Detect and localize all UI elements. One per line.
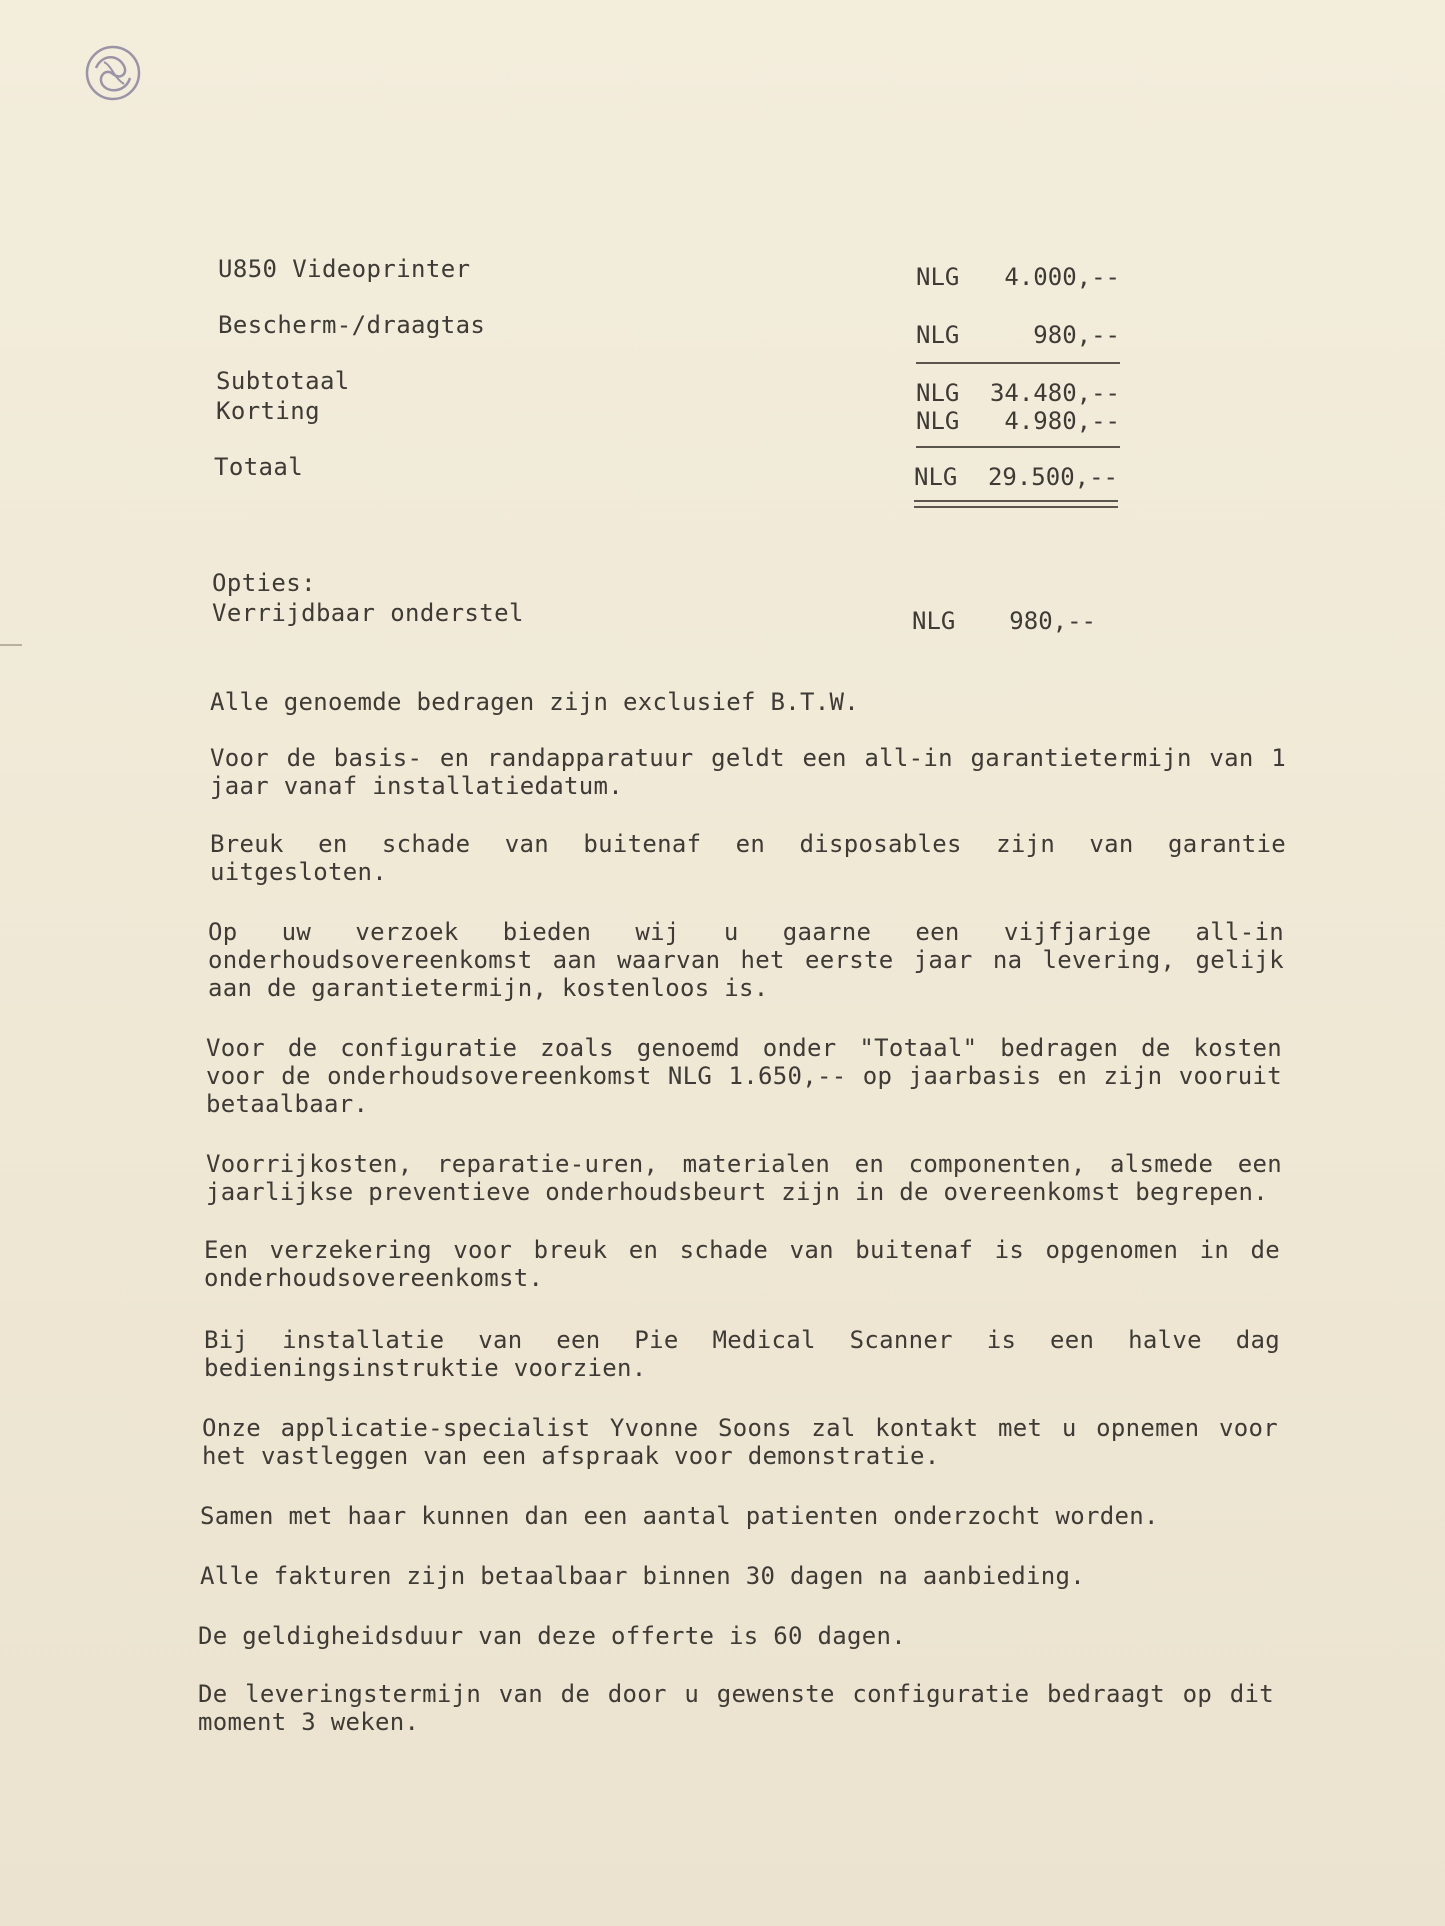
- value: 4.980,--: [1004, 407, 1120, 435]
- paragraph: Voorrijkosten, reparatie-uren, materialen en componenten, alsmede een jaarlijkse preventieve onderhoudsbeurt zijn in de overeenkomst begrepen.: [206, 1150, 1282, 1206]
- value: 980,--: [1033, 321, 1120, 349]
- total-amount: [914, 462, 1118, 492]
- margin-mark: [0, 644, 22, 646]
- paragraph: Alle fakturen zijn betaalbaar binnen 30 dagen na aanbieding.: [200, 1562, 1085, 1590]
- item-label: Bescherm-/draagtas: [218, 311, 486, 339]
- value: 980,--: [1009, 607, 1096, 635]
- total-double-rule: [914, 500, 1118, 502]
- currency: NLG: [916, 321, 960, 349]
- paragraph: Breuk en schade van buitenaf en disposables zijn van garantie uitgesloten.: [210, 830, 1286, 886]
- discount-amount: [916, 406, 1120, 436]
- options-heading: Opties:: [212, 569, 316, 597]
- paragraph: Alle genoemde bedragen zijn exclusief B.T.W.: [210, 688, 859, 716]
- paragraph: De leveringstermijn van de door u gewenste configuratie bedraagt op dit moment 3 weken.: [198, 1680, 1274, 1736]
- paragraph: Voor de basis- en randapparatuur geldt een all-in garantietermijn van 1 jaar vanaf installatiedatum.: [210, 744, 1286, 800]
- value: 4.000,--: [1004, 263, 1120, 291]
- total-rule: [916, 446, 1120, 448]
- discount-label: Korting: [216, 397, 320, 425]
- item-amount: [916, 320, 1120, 350]
- paragraph: Bij installatie van een Pie Medical Scanner is een halve dag bedieningsinstruktie voorzien.: [204, 1326, 1280, 1382]
- paragraph: Samen met haar kunnen dan een aantal patienten onderzocht worden.: [200, 1502, 1159, 1530]
- subtotal-rule: [916, 362, 1120, 364]
- option-label: Verrijdbaar onderstel: [212, 599, 524, 627]
- subtotal-amount: [916, 378, 1120, 408]
- item-label: U850 Videoprinter: [218, 255, 471, 283]
- currency: NLG: [916, 263, 960, 291]
- total-label: Totaal: [214, 453, 304, 481]
- item-amount: [916, 262, 1120, 292]
- currency: NLG: [914, 463, 958, 491]
- paragraph: Op uw verzoek bieden wij u gaarne een vijfjarige all-in onderhoudsovereenkomst aan waarvan het eerste jaar na levering, gelijk aan de garantietermijn, kostenloos is.: [208, 918, 1284, 1002]
- paragraph: De geldigheidsduur van deze offerte is 60 dagen.: [198, 1622, 906, 1650]
- paragraph: Een verzekering voor breuk en schade van buitenaf is opgenomen in de onderhoudsovereenkomst.: [204, 1236, 1280, 1292]
- paragraph: Voor de configuratie zoals genoemd onder "Totaal" bedragen de kosten voor de onderhoudsovereenkomst NLG 1.650,-- op jaarbasis en zijn vooruit betaalbaar.: [206, 1034, 1282, 1118]
- value: 34.480,--: [989, 379, 1120, 407]
- paragraph: Onze applicatie-specialist Yvonne Soons zal kontakt met u opnemen voor het vastleggen van een afspraak voor demonstratie.: [202, 1414, 1278, 1470]
- subtotal-label: Subtotaal: [216, 367, 350, 395]
- option-amount: [912, 606, 1096, 636]
- company-logo-icon: [84, 44, 142, 102]
- currency: NLG: [912, 607, 956, 635]
- currency: NLG: [916, 407, 960, 435]
- value: 29.500,--: [987, 463, 1118, 491]
- currency: NLG: [916, 379, 960, 407]
